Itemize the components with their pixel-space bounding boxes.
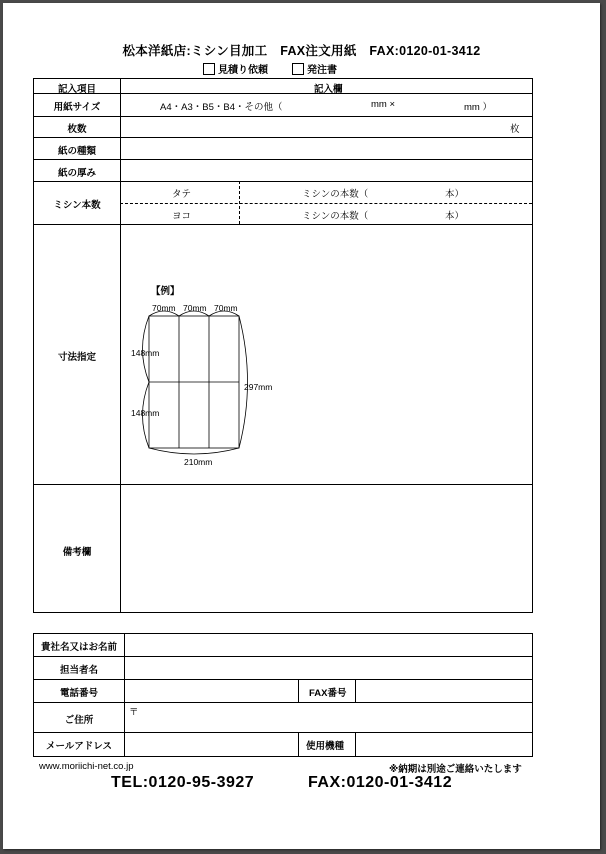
fax-divider-left <box>298 679 299 702</box>
order-form-page <box>3 3 600 849</box>
address-label: ご住所 <box>64 715 94 726</box>
yoko-perf-count[interactable]: ミシンの本数（ <box>302 211 369 222</box>
col-entry-header: 記入欄 <box>314 84 343 95</box>
tate-label: タテ <box>172 189 192 200</box>
example-top-dim-1: 70mm <box>152 303 176 313</box>
delivery-note: ※納期は別途ご連絡いたします <box>389 764 522 775</box>
row-divider <box>34 159 532 160</box>
row-divider <box>34 181 532 182</box>
row-divider <box>34 484 532 485</box>
tate-perf-unit: 本） <box>445 189 465 200</box>
example-bottom-dim: 210mm <box>184 457 213 467</box>
footer-tel: TEL:0120-95-3927 <box>111 774 255 791</box>
paper-size-label: 用紙サイズ <box>53 102 101 113</box>
quote-request-option[interactable] <box>203 61 268 76</box>
contact-table <box>33 633 533 757</box>
example-top-dim-3: 70mm <box>214 303 238 313</box>
yoko-perf-unit: 本） <box>445 211 465 222</box>
yoko-label: ヨコ <box>172 211 192 222</box>
remarks-label: 備考欄 <box>62 547 92 558</box>
contact-column-divider <box>124 634 125 756</box>
count-unit: 枚 <box>510 124 520 135</box>
quote-request-label: 見積り依頼 <box>218 65 268 76</box>
perf-row-divider <box>120 203 532 204</box>
contact-row-divider <box>34 732 532 733</box>
fax-label: FAX番号 <box>309 688 347 699</box>
purchase-order-checkbox[interactable] <box>292 63 304 75</box>
machine-divider-left <box>298 732 299 756</box>
bottom-brace <box>149 448 239 454</box>
contact-row-divider <box>34 656 532 657</box>
dimension-label: 寸法指定 <box>57 352 96 363</box>
row-divider <box>34 137 532 138</box>
purchase-order-label: 発注書 <box>307 65 337 76</box>
row-divider <box>34 116 532 117</box>
paper-type-label: 紙の種類 <box>57 146 96 157</box>
machine-divider-right <box>355 732 356 756</box>
quote-request-checkbox[interactable] <box>203 63 215 75</box>
example-title: 【例】 <box>151 286 180 297</box>
person-label: 担当者名 <box>59 665 98 676</box>
purchase-order-option[interactable] <box>292 61 337 76</box>
count-label: 枚数 <box>67 124 87 135</box>
machine-label: 使用機種 <box>306 741 345 752</box>
contact-row-divider <box>34 702 532 703</box>
paper-size-height-unit: mm ） <box>464 102 492 113</box>
perforation-label: ミシン本数 <box>53 200 101 211</box>
order-form-table <box>33 78 533 613</box>
paper-thickness-label: 紙の厚み <box>57 168 96 179</box>
col-item-header: 記入項目 <box>57 84 96 95</box>
phone-label: 電話番号 <box>59 688 98 699</box>
example-right-dim: 297mm <box>244 382 273 392</box>
email-label: メールアドレス <box>45 741 113 752</box>
example-left-dim-2: 148mm <box>131 408 160 418</box>
row-divider <box>34 93 532 94</box>
example-top-dim-2: 70mm <box>183 303 207 313</box>
postal-mark: 〒 <box>129 707 139 718</box>
company-label: 貴社名又はお名前 <box>40 642 117 653</box>
tate-perf-count[interactable]: ミシンの本数（ <box>302 189 369 200</box>
contact-row-divider <box>34 679 532 680</box>
paper-size-width-unit: mm × <box>371 99 396 110</box>
paper-size-options[interactable]: A4・A3・B5・B4・その他（ <box>160 102 283 113</box>
page-title: 松本洋紙店:ミシン目加工 FAX注文用紙 FAX:0120-01-3412 <box>122 44 481 58</box>
row-divider <box>34 224 532 225</box>
request-type-checks <box>203 61 337 76</box>
fax-divider-right <box>355 679 356 702</box>
website-url[interactable]: www.moriichi-net.co.jp <box>39 761 134 772</box>
footer-fax: FAX:0120-01-3412 <box>308 774 453 791</box>
example-left-dim-1: 148mm <box>131 348 160 358</box>
